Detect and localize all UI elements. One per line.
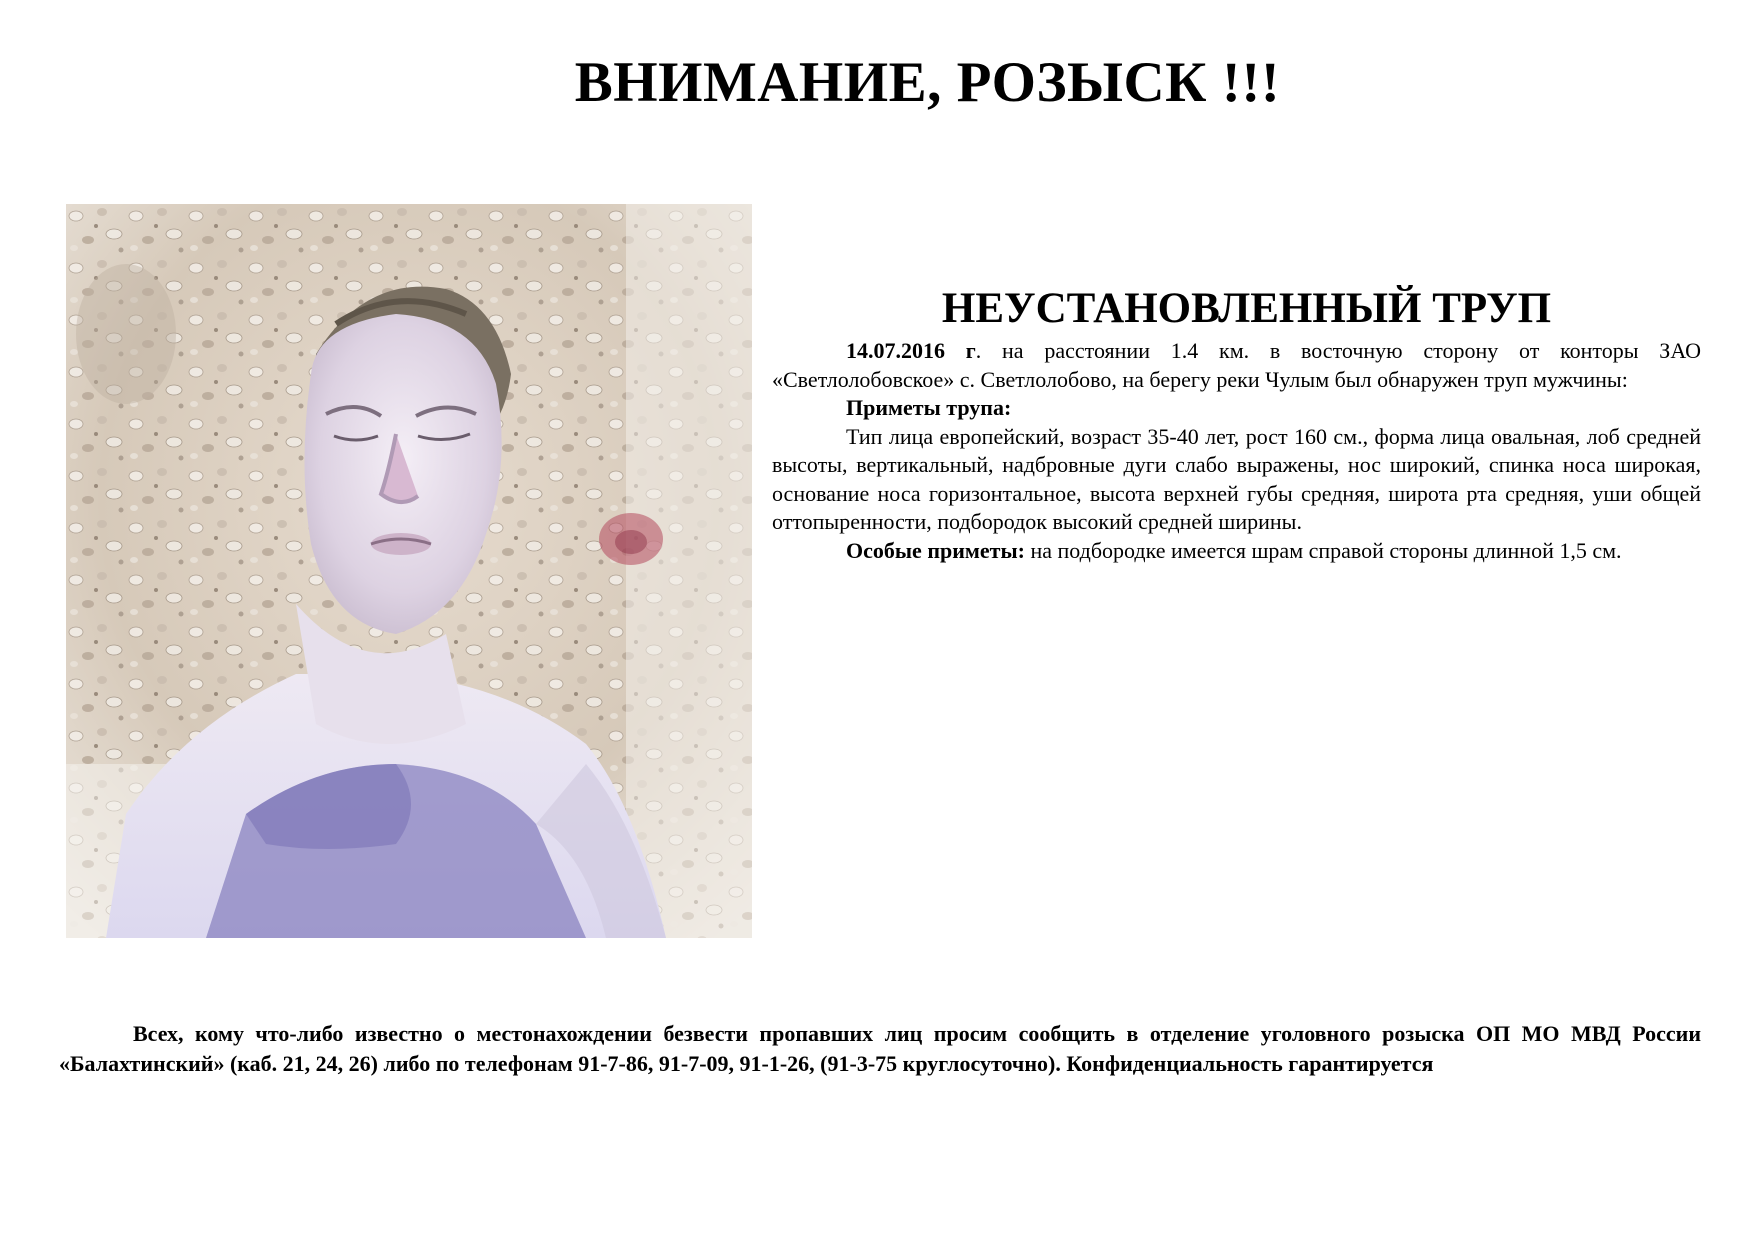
discovery-paragraph bbox=[772, 337, 1701, 394]
notice-block bbox=[772, 283, 1701, 565]
page-title: ВНИМАНИЕ, РОЗЫСК !!! bbox=[574, 51, 1281, 114]
discovery-date: 14.07.2016 г bbox=[846, 338, 976, 363]
special-features-label: Особые приметы: bbox=[846, 537, 1025, 563]
features-heading-paragraph bbox=[772, 394, 1701, 423]
features-heading: Приметы трупа: bbox=[846, 395, 1012, 420]
features-description: Тип лица европейский, возраст 35-40 лет, рост 160 см., форма лица овальная, лоб средней высоты, вертикальный, надбровные дуги слабо выражены, нос широкий, спинка носа широкая, основание носа горизонтальное, высота верхней губы средняя, широта рта средняя, уши общей оттопыренности, подбородок высокий средней ширины. bbox=[772, 423, 1701, 534]
notice-subtitle: НЕУСТАНОВЛЕННЫЙ ТРУП bbox=[941, 285, 1552, 332]
discovery-text: . на расстоянии 1.4 км. в восточную сторону от конторы ЗАО «Светлолобовское» с. Светлолобово, на берегу реки Чулым был обнаружен труп мужчины: bbox=[772, 338, 1701, 392]
deceased-photo bbox=[66, 204, 752, 938]
contact-appeal: Всех, кому что-либо известно о местонахождении безвести пропавших лиц просим сообщить в отделение уголовного розыска ОП МО МВД России «Балахтинский» (каб. 21, 24, 26) либо по телефонам 91-7-86, 91-7-09, 91-1-26, (91-3-75 круглосуточно). Конфиденциальность гарантируется bbox=[59, 1021, 1701, 1076]
special-features-paragraph bbox=[772, 537, 1701, 566]
special-features-text: на подбородке имеется шрам справой стороны длинной 1,5 см. bbox=[1024, 537, 1622, 563]
